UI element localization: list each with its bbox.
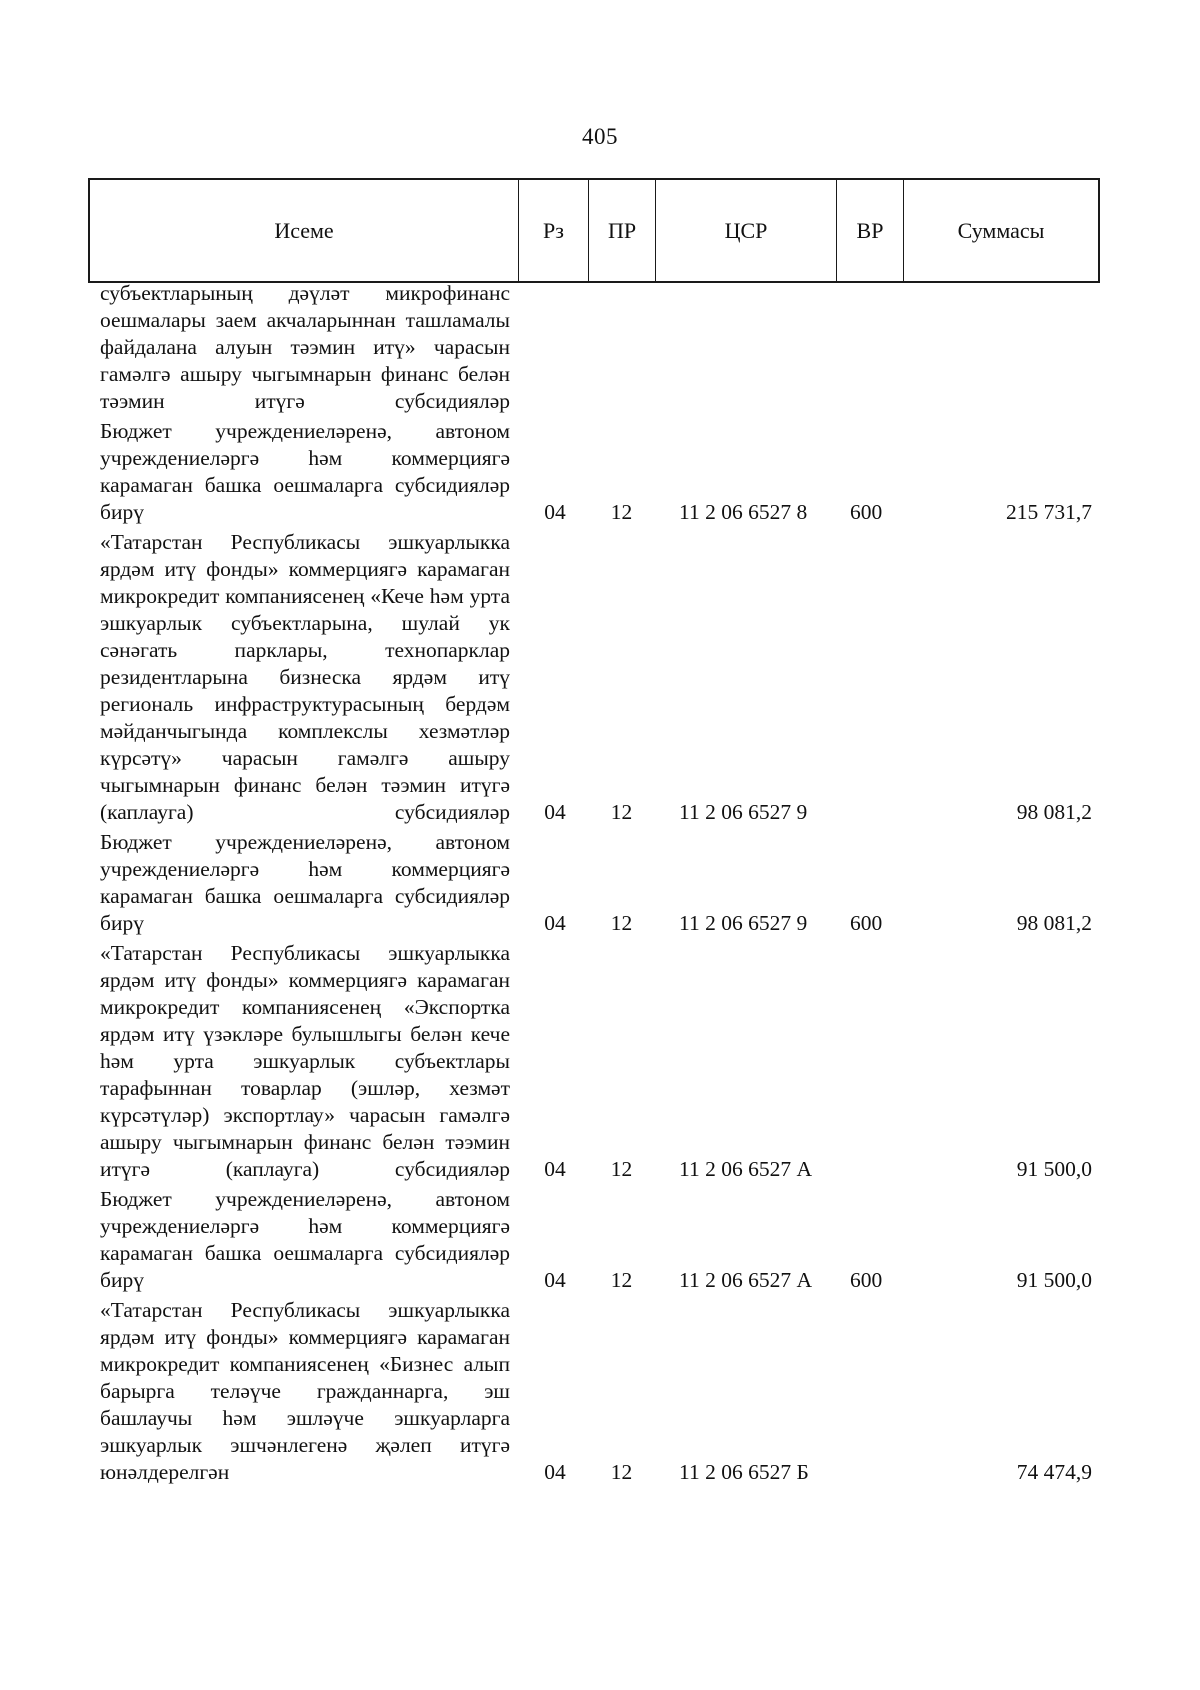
row-rz: 04	[544, 1460, 566, 1484]
table-row	[88, 1186, 1100, 1294]
row-csr: 11 2 06 6527 9	[679, 911, 808, 935]
table-row	[88, 418, 1100, 526]
row-name: «Татарстан Республикасы эшкуарлыкка ярдәм итү фонды» коммерциягә карамаган микрокредит компаниясенең «Экспортка ярдәм итү үзәкләре булышлыгы белән кече һәм урта эшкуарлык субъектлары тарафыннан товарлар (эшләр, хезмәт күрсәтүләр) экспортлау» чарасын гамәлгә ашыру чыгымнарын финанс белән тәэмин итүгә (каплауга) субсидияләр	[100, 941, 510, 1181]
header-rz: Рз	[518, 180, 588, 281]
row-pr: 12	[610, 1460, 633, 1484]
row-name: «Татарстан Республикасы эшкуарлыкка ярдәм итү фонды» коммерциягә карамаган микрокредит компаниясенең «Бизнес алып барырга теләүче гражданнарга, эш башлаучы һәм эшләүче эшкуарларга эшкуарлык эшчәнлегенә җәлеп итүгә юнәлдерелгән	[100, 1298, 510, 1484]
table-row	[88, 1297, 1100, 1486]
row-pr: 12	[610, 911, 633, 935]
row-pr: 12	[610, 1157, 633, 1181]
row-sum: 215 731,7	[1006, 500, 1092, 524]
row-rz: 04	[544, 1268, 566, 1292]
row-csr: 11 2 06 6527 8	[679, 500, 808, 524]
row-sum: 74 474,9	[1016, 1460, 1092, 1484]
row-vr: 600	[850, 911, 883, 935]
row-vr: 600	[850, 500, 883, 524]
row-csr: 11 2 06 6527 Б	[679, 1460, 809, 1484]
row-name: «Татарстан Республикасы эшкуарлыкка ярдәм итү фонды» коммерциягә карамаган микрокредит компаниясенең «Кече һәм урта эшкуарлык субъектларына, шулай ук сәнәгать парклары, технопарклар резидентларына бизнеска ярдәм итү региональ инфраструктурасының бердәм мәйданчыгында комплекслы хезмәтләр күрсәтү» чарасын гамәлгә ашыру чыгымнарын финанс белән тәэмин итүгә (каплауга) субсидияләр	[100, 530, 510, 824]
row-name: субъектларының дәүләт микрофинанс оешмалары заем акчаларыннан ташламалы файдалана алуын тәэмин итү» чарасын гамәлгә ашыру чыгымнарын финанс белән тәэмин итүгә субсидияләр	[100, 281, 510, 413]
header-csr: ЦСР	[655, 180, 836, 281]
page-number: 405	[582, 124, 618, 149]
header-name: Исеме	[274, 217, 334, 243]
row-rz: 04	[544, 800, 566, 824]
row-name: Бюджет учреждениеләренә, автоном учреждениеләргә һәм коммерциягә карамаган башка оешмаларга субсидияләр бирү	[100, 1187, 510, 1292]
table-body	[88, 280, 1100, 1489]
table-row	[88, 940, 1100, 1183]
row-pr: 12	[610, 800, 633, 824]
row-pr: 12	[610, 1268, 633, 1292]
row-rz: 04	[544, 500, 566, 524]
row-rz: 04	[544, 911, 566, 935]
row-rz: 04	[544, 1157, 566, 1181]
header-pr: ПР	[588, 180, 655, 281]
table-row	[88, 280, 1100, 415]
header-vr: ВР	[836, 180, 903, 281]
row-csr: 11 2 06 6527 А	[679, 1268, 812, 1292]
table-row	[88, 529, 1100, 826]
row-sum: 91 500,0	[1016, 1157, 1092, 1181]
row-sum: 98 081,2	[1016, 800, 1092, 824]
row-vr: 600	[850, 1268, 883, 1292]
row-sum: 98 081,2	[1016, 911, 1092, 935]
row-csr: 11 2 06 6527 А	[679, 1157, 812, 1181]
row-name: Бюджет учреждениеләренә, автоном учреждениеләргә һәм коммерциягә карамаган башка оешмаларга субсидияләр бирү	[100, 419, 510, 524]
row-pr: 12	[610, 500, 633, 524]
row-sum: 91 500,0	[1016, 1268, 1092, 1292]
table-row	[88, 829, 1100, 937]
header-sum: Суммасы	[903, 180, 1098, 281]
row-name: Бюджет учреждениеләренә, автоном учреждениеләргә һәм коммерциягә карамаган башка оешмаларга субсидияләр бирү	[100, 830, 510, 935]
row-csr: 11 2 06 6527 9	[679, 800, 808, 824]
table-header	[88, 178, 1100, 283]
